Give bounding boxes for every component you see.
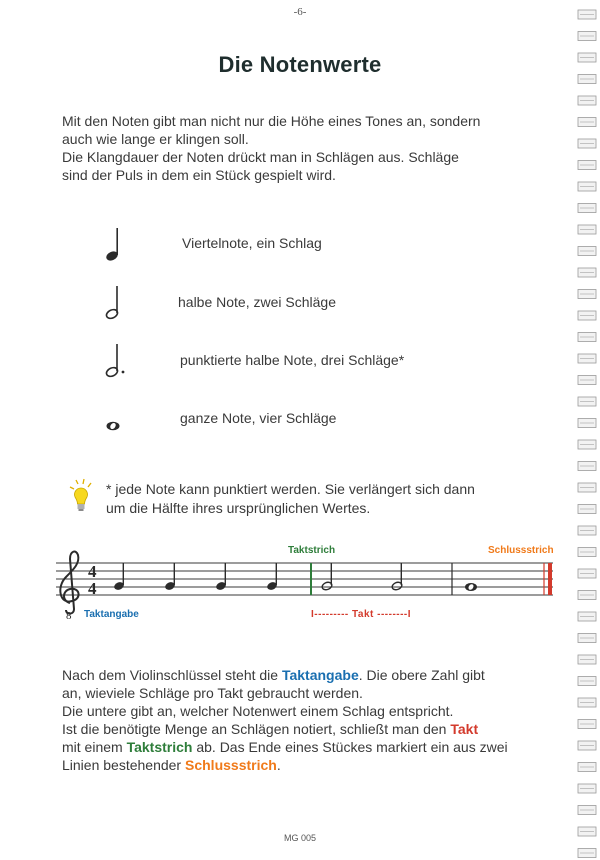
text-run: mit einem [62, 739, 127, 755]
tip-line: um die Hälfte ihres ursprünglichen Wertes. [106, 500, 371, 516]
note-value-label: punktierte halbe Note, drei Schläge* [180, 352, 405, 368]
staff-example [0, 535, 600, 635]
label-taktangabe: Taktangabe [84, 609, 139, 620]
binding-loop [578, 526, 596, 535]
explanation-line [62, 720, 562, 738]
binding-loop [578, 741, 596, 750]
explanation-line: Die untere gibt an, welcher Notenwert einem Schlag entspricht. [62, 703, 454, 719]
highlight-schlussstrich: Schlussstrich [185, 757, 277, 773]
binding-loop [578, 397, 596, 406]
binding-loop [578, 75, 596, 84]
label-takt-bracket: I--------- Takt --------I [311, 609, 412, 620]
text-run: Nach dem Violinschlüssel steht die [62, 667, 282, 683]
binding-loop [578, 419, 596, 428]
binding-loop [578, 677, 596, 686]
note-value-label: halbe Note, zwei Schläge [178, 294, 336, 310]
binding-loop [578, 505, 596, 514]
binding-loop [578, 763, 596, 772]
binding-loop [578, 376, 596, 385]
page-title: Die Notenwerte [218, 52, 382, 77]
note-value-row [100, 342, 520, 382]
intro-line: auch wie lange er klingen soll. [62, 131, 249, 147]
binding-loop [578, 161, 596, 170]
intro-paragraph [62, 112, 562, 184]
time-signature-top: 4 [88, 562, 97, 581]
binding-loop [578, 827, 596, 836]
page-number: -6- [293, 6, 307, 18]
binding-loop [578, 32, 596, 41]
binding-loop [578, 655, 596, 664]
binding-loop [578, 247, 596, 256]
highlight-taktangabe: Taktangabe [281, 667, 359, 683]
binding-loop [578, 53, 596, 62]
treble-clef-icon [60, 552, 78, 614]
text-run: Ist die benötigte Menge an Schlägen notiert, schließt man den [62, 721, 451, 737]
note-value-label: Viertelnote, ein Schlag [182, 235, 322, 251]
binding-loop [578, 634, 596, 643]
intro-line: sind der Puls in dem ein Stück gespielt wird. [62, 167, 336, 183]
quarter-note-icon [100, 226, 140, 266]
binding-loop [578, 290, 596, 299]
intro-line: Mit den Noten gibt man nicht nur die Höhe eines Tones an, sondern [62, 113, 481, 129]
highlight-taktstrich: Taktstrich [126, 739, 193, 755]
binding-loop [578, 10, 596, 19]
explanation-line [62, 738, 562, 756]
label-taktstrich: Taktstrich [288, 545, 336, 556]
highlight-takt: Takt [450, 721, 479, 737]
binding-loop [578, 720, 596, 729]
tip-box [66, 478, 546, 522]
label-schlussstrich: Schlussstrich [488, 545, 554, 556]
spiral-binding [572, 0, 600, 860]
binding-loop [578, 225, 596, 234]
binding-loop [578, 569, 596, 578]
binding-loop [578, 548, 596, 557]
note-value-label: ganze Note, vier Schläge [180, 410, 337, 426]
binding-loop [578, 806, 596, 815]
binding-loop [578, 333, 596, 342]
tip-text [106, 480, 546, 518]
binding-loop [578, 354, 596, 363]
binding-loop [578, 118, 596, 127]
note-value-row [100, 284, 520, 324]
binding-loop [578, 311, 596, 320]
note-value-row [100, 226, 520, 266]
binding-loop [578, 182, 596, 191]
binding-loop [578, 591, 596, 600]
intro-line: Die Klangdauer der Noten drückt man in Schlägen aus. Schläge [62, 149, 459, 165]
whole-note-icon [100, 400, 140, 440]
binding-loop [578, 612, 596, 621]
clef-sub-number: 8 [66, 610, 72, 622]
binding-loop [578, 268, 596, 277]
binding-loop [578, 784, 596, 793]
binding-loop [578, 440, 596, 449]
binding-loop [578, 204, 596, 213]
binding-loop [578, 96, 596, 105]
text-run: Linien bestehender [62, 757, 185, 773]
binding-loop [578, 462, 596, 471]
explanation-line: an, wieviele Schläge pro Takt gebraucht werden. [62, 685, 363, 701]
text-run: . [276, 757, 281, 773]
explanation-line [62, 756, 562, 774]
text-run: ab. Das Ende eines Stückes markiert ein aus zwei [192, 739, 508, 755]
half-note-icon [100, 284, 140, 324]
time-signature-bottom: 4 [88, 579, 97, 598]
footer-code: MG 005 [283, 833, 316, 843]
binding-loop [578, 139, 596, 148]
note-value-row [100, 400, 520, 440]
binding-loop [578, 698, 596, 707]
dotted-half-note-icon [100, 342, 140, 382]
lightbulb-icon [66, 478, 96, 516]
explanation-paragraph [62, 666, 562, 774]
staff-whole-note [465, 583, 477, 591]
text-run: . Die obere Zahl gibt [358, 667, 485, 683]
tip-line: * jede Note kann punktiert werden. Sie verlängert sich dann [106, 481, 475, 497]
binding-loop [578, 483, 596, 492]
binding-loop [578, 849, 596, 858]
explanation-line [62, 666, 562, 684]
